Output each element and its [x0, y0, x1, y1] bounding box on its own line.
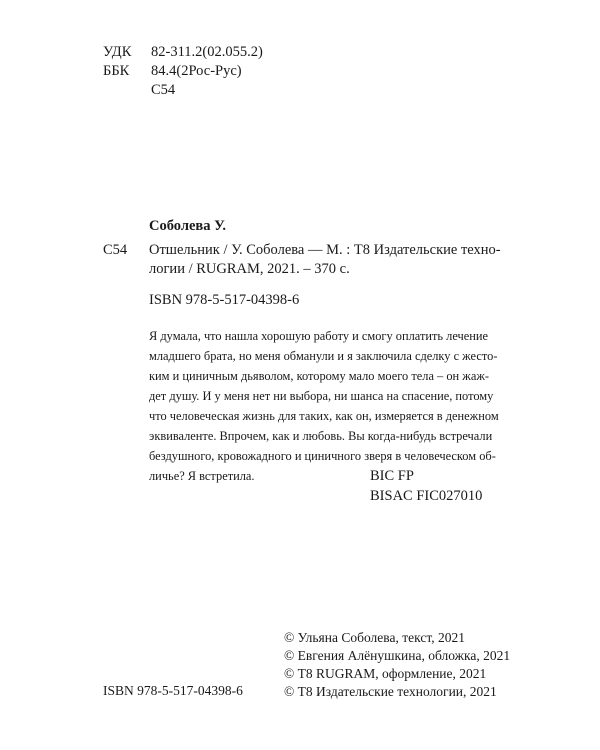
udk-value: 82-311.2(02.055.2) — [151, 44, 263, 60]
annotation — [149, 326, 499, 486]
record-line: логии / RUGRAM, 2021. – 370 с. — [149, 261, 350, 277]
copyright-line: © Т8 RUGRAM, оформление, 2021 — [284, 666, 487, 681]
classification-block — [103, 43, 263, 100]
author-mark: С54 — [151, 82, 176, 98]
bbk-row — [103, 62, 263, 81]
copyright-line: © Евгения Алёнушкина, обложка, 2021 — [284, 648, 511, 663]
annotation-line: дет душу. И у меня нет ни выбора, ни шанса на спасение, потому — [149, 389, 494, 403]
bbk-value: 84.4(2Рос-Рус) — [151, 63, 242, 79]
copyright-line: © Т8 Издательские технологии, 2021 — [284, 684, 497, 699]
udk-label: УДК — [103, 44, 132, 60]
annotation-line: Я думала, что нашла хорошую работу и смогу оплатить лечение — [149, 329, 489, 343]
record-isbn: ISBN 978-5-517-04398-6 — [149, 292, 300, 308]
annotation-line: эквиваленте. Впрочем, как и любовь. Вы когда-нибудь встречали — [149, 429, 493, 443]
bic-code: BIC FP — [370, 468, 414, 484]
record-author: Соболева У. — [149, 218, 227, 234]
record-mark: С54 — [103, 242, 128, 258]
copyright-block — [284, 629, 510, 701]
subject-codes — [370, 466, 482, 506]
record-line: Отшельник / У. Соболева — М. : Т8 Издательские техно- — [149, 242, 501, 258]
annotation-line: личье? Я встретила. — [149, 469, 255, 483]
udk-row — [103, 43, 263, 62]
author-mark-row — [103, 81, 263, 100]
bisac-code: BISAC FIC027010 — [370, 488, 483, 504]
bbk-label: ББК — [103, 63, 130, 79]
record-description — [149, 241, 501, 279]
annotation-line: что человеческая жизнь для таких, как он, измеряется в денежном — [149, 409, 499, 423]
copyright-line: © Ульяна Соболева, текст, 2021 — [284, 630, 465, 645]
annotation-line: младшего брата, но меня обманули и я заключила сделку с жесто- — [149, 349, 498, 363]
annotation-line: ким и циничным дьяволом, которому мало моего тела – он жаж- — [149, 369, 490, 383]
bottom-isbn: ISBN 978-5-517-04398-6 — [103, 683, 243, 698]
annotation-line: бездушного, кровожадного и циничного зверя в человеческом об- — [149, 449, 496, 463]
